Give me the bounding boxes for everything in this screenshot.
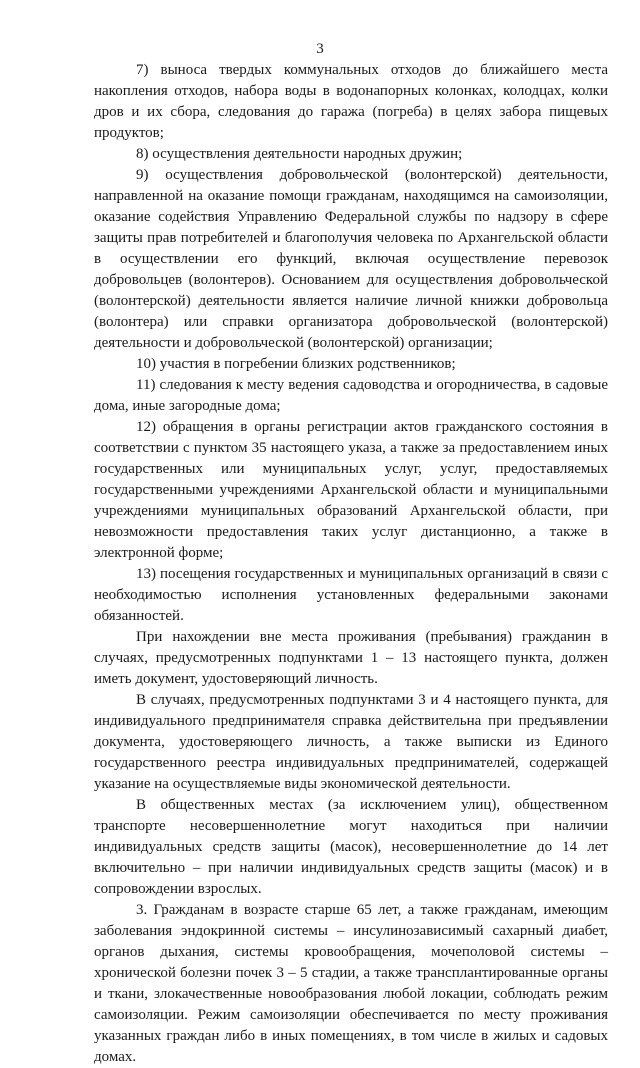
paragraph-item-9: 9) осуществления добровольческой (волонтерской) деятельности, направленной на оказание помощи гражданам, находящимся на самоизоляции, оказание содействия Управлению Федеральной службы по надзору в сфере защиты прав потребителей и благополучия человека по Архангельской области в осуществлении его функций, включая осуществление перевозок добровольцев (волонтеров). Основанием для осуществления добровольческой (волонтерской) деятельности является наличие личной книжки добровольца (волонтера) или справки организатора добровольческой (волонтерской) деятельности и добровольческой (волонтерской) организации; [94,167,608,351]
paragraph-item-11: 11) следования к месту ведения садоводства и огородничества, в садовые дома, иные загородные дома; [94,377,608,414]
paragraph-item-7: 7) выноса твердых коммунальных отходов до ближайшего места накопления отходов, набора воды в водонапорных колонках, колодцах, колки дров и их сбора, следования до гаража (погреба) в целях забора пищевых продуктов; [94,62,608,141]
paragraph-item-12: 12) обращения в органы регистрации актов гражданского состояния в соответствии с пунктом 35 настоящего указа, а также за предоставлением иных государственных или муниципальных услуг, услуг, предоставляемых государственными учреждениями Архангельской области и муниципальными учреждениями муниципальных образований Архангельской области, при невозможности предоставления таких услуг дистанционно, а также в электронной форме; [94,419,608,561]
paragraph-section-3-self-isolation: 3. Гражданам в возрасте старше 65 лет, а также гражданам, имеющим заболевания эндокринной системы – инсулинозависимый сахарный диабет, органов дыхания, системы кровообращения, мочеполовой системы – хронической болезни почек 3 – 5 стадии, а также трансплантированные органы и ткани, злокачественные новообразования любой локации, соблюдать режим самоизоляции. Режим самоизоляции обеспечивается по месту проживания указанных граждан либо в иных помещениях, в том числе в жилых и садовых домах. [94,902,608,1065]
paragraph-minors-masks: В общественных местах (за исключением улиц), общественном транспорте несовершеннолетние могут находиться при наличии индивидуальных средств защиты (масок), несовершеннолетние до 14 лет включительно – при наличии индивидуальных средств защиты (масок) и в сопровождении взрослых. [94,797,608,897]
paragraph-identity-document: При нахождении вне места проживания (пребывания) гражданин в случаях, предусмотренных подпунктами 1 – 13 настоящего пункта, должен иметь документ, удостоверяющий личность. [94,629,608,687]
page-number: 3 [316,41,324,57]
paragraph-item-13: 13) посещения государственных и муниципальных организаций в связи с необходимостью исполнения установленных федеральными законами обязанностей. [94,566,608,624]
paragraph-entrepreneur-certificate: В случаях, предусмотренных подпунктами 3 и 4 настоящего пункта, для индивидуального предпринимателя справка действительна при предъявлении документа, удостоверяющего личность, а также выписки из Единого государственного реестра индивидуальных предпринимателей, содержащей указание на осуществляемые виды экономической деятельности. [94,692,608,792]
paragraph-item-10: 10) участия в погребении близких родственников; [136,356,456,372]
paragraph-item-8: 8) осуществления деятельности народных дружин; [136,146,463,162]
document-body [94,60,608,1068]
